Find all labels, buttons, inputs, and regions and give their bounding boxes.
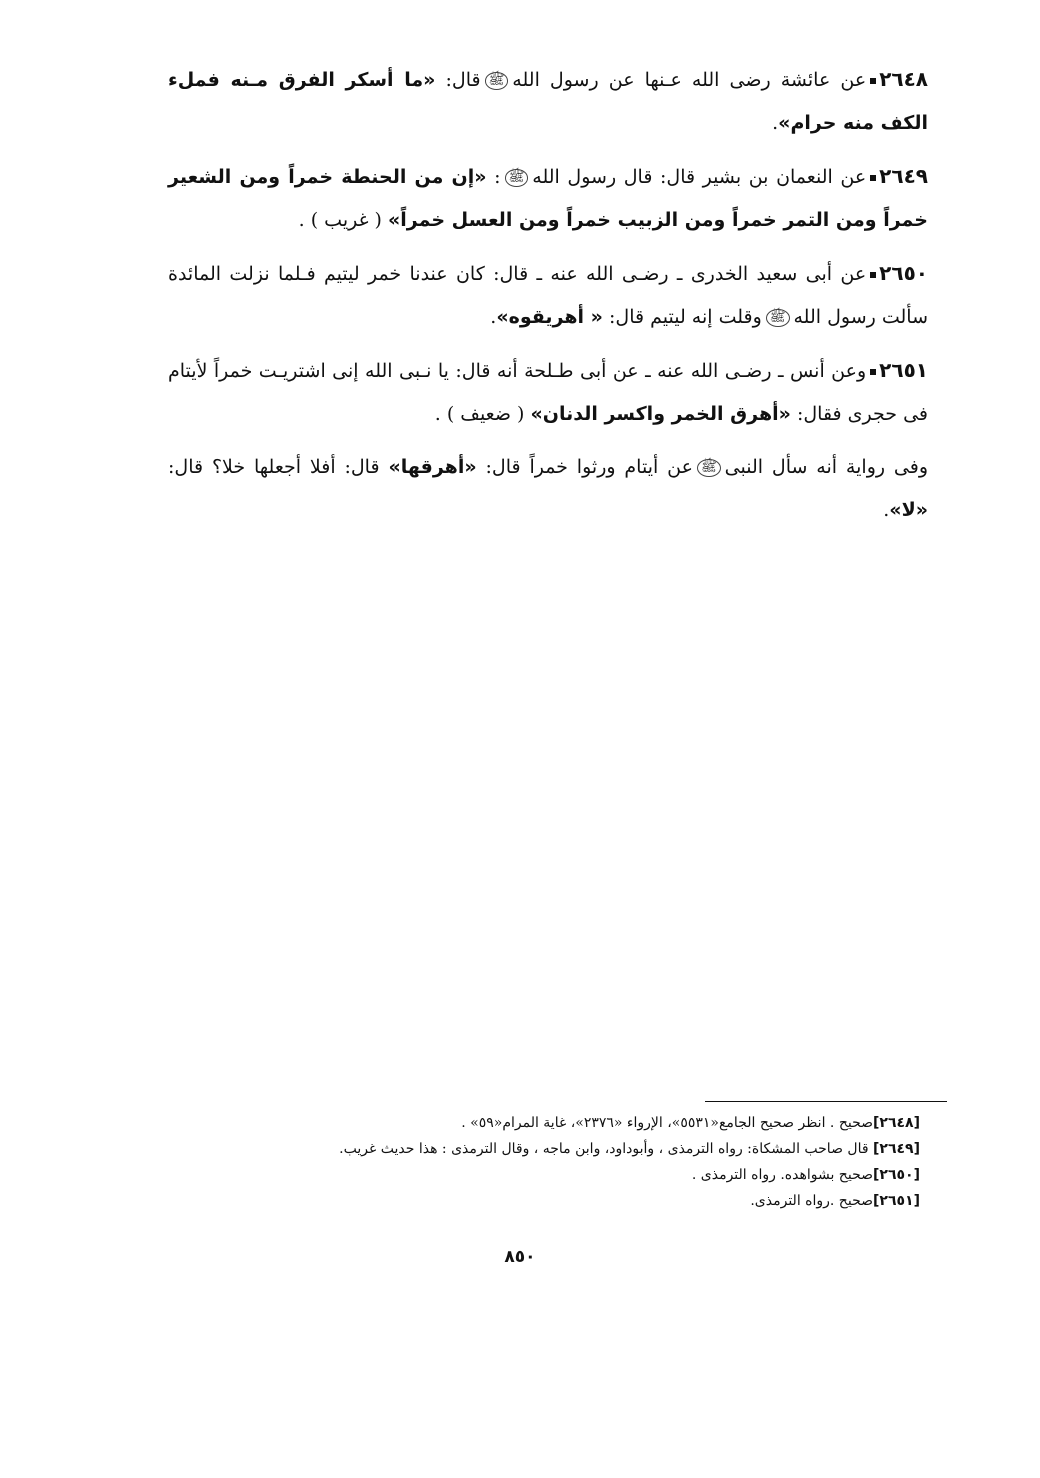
hadith-text: عن عائشة رضى الله عـنها عن رسول الله <box>512 69 867 91</box>
hadith-text: . <box>490 306 497 328</box>
hadith-number: ٢٦٤٩ <box>879 164 928 188</box>
footnote-2650 <box>200 1162 920 1188</box>
hadith-text: : <box>486 166 501 188</box>
hadith-text: عن النعمان بن بشير قال: قال رسول الله <box>532 166 867 188</box>
riwaya-text: . <box>883 499 890 521</box>
footnote-text: قال صاحب المشكاة: رواه الترمذى ، وأبوداود، وابن ماجه ، وقال الترمذى : هذا حديث غريب. <box>339 1141 869 1157</box>
footnote-text: صحيح . انظر صحيح الجامع«٥٥٣١»، الإرواء «٢٣٧٦»، غاية المرام«٥٩» . <box>461 1115 873 1131</box>
page-number: ٨٥٠ <box>504 1247 536 1267</box>
bullet-square <box>870 78 876 84</box>
footnote-2648 <box>200 1110 920 1136</box>
footnote-divider <box>705 1101 947 1102</box>
hadith-text: وقلت إنه ليتيم قال: <box>602 306 762 328</box>
hadith-2649 <box>168 155 928 242</box>
hadith-quote: «ما أسكر الفرق مـنه فملء الكف منه حرام» <box>168 69 928 134</box>
footnote-number: [٢٦٥١] <box>873 1193 920 1209</box>
footnote-number: [٢٦٤٨] <box>873 1115 920 1131</box>
footnote-text: صحيح بشواهده. رواه الترمذى . <box>691 1167 873 1183</box>
hadith-number: ٢٦٤٨ <box>879 67 929 91</box>
riwaya-quote: «أهرقها» <box>388 456 477 478</box>
footnote-number: [٢٦٤٩] <box>873 1141 920 1157</box>
riwaya-quote: «لا» <box>889 499 928 521</box>
bullet-square <box>870 369 876 375</box>
bullet-square <box>870 175 876 181</box>
footnote-text: صحيح .رواه الترمذى. <box>750 1193 873 1209</box>
hadith-number: ٢٦٥١ <box>879 358 928 382</box>
salawat-icon: ﷺ <box>485 72 509 90</box>
riwaya-text: عن أيتام ورثوا خمراً قال: <box>476 456 693 478</box>
hadith-2651 <box>168 349 928 436</box>
riwaya-text: قال: أفلا أجعلها خلا؟ قال: <box>168 456 389 478</box>
hadith-text: . <box>772 112 779 134</box>
hadith-2650 <box>168 252 928 339</box>
riwaya-paragraph <box>168 446 928 532</box>
footnote-2651 <box>200 1188 920 1214</box>
main-text <box>168 58 928 542</box>
salawat-icon: ﷺ <box>766 309 790 327</box>
hadith-quote: « أهريقوه» <box>496 306 603 328</box>
salawat-icon: ﷺ <box>505 169 529 187</box>
hadith-text: ( غريب ) . <box>298 209 389 231</box>
footnotes <box>200 1110 920 1214</box>
hadith-2648 <box>168 58 928 145</box>
salawat-icon: ﷺ <box>697 459 721 477</box>
bullet-square <box>870 272 876 278</box>
hadith-text: وعن أنس ـ رضـى الله عنه ـ عن أبى طـلحة أنه قال: يا نـبى الله إنى اشتريـت خمراً لأيتام فى حجرى فقال: <box>168 360 928 425</box>
hadith-text: عن أبى سعيد الخدرى ـ رضـى الله عنه ـ قال: كان عندنا خمر ليتيم فـلما نزلت المائدة سألت رسول الله <box>168 263 928 328</box>
footnote-number: [٢٦٥٠] <box>873 1167 920 1183</box>
hadith-number: ٢٦٥٠ <box>879 261 928 285</box>
riwaya-text: وفى رواية أنه سأل النبى <box>724 456 929 478</box>
hadith-quote: «أهرق الخمر واكسر الدنان» <box>530 403 791 425</box>
hadith-text: ( ضعيف ) . <box>434 403 531 425</box>
footnote-2649 <box>200 1136 920 1162</box>
hadith-quote: «إن من الحنطة خمراً ومن الشعير خمراً ومن التمر خمراً ومن الزبيب خمراً ومن العسل خمراً» <box>168 166 928 231</box>
hadith-text: قال: <box>435 69 481 91</box>
